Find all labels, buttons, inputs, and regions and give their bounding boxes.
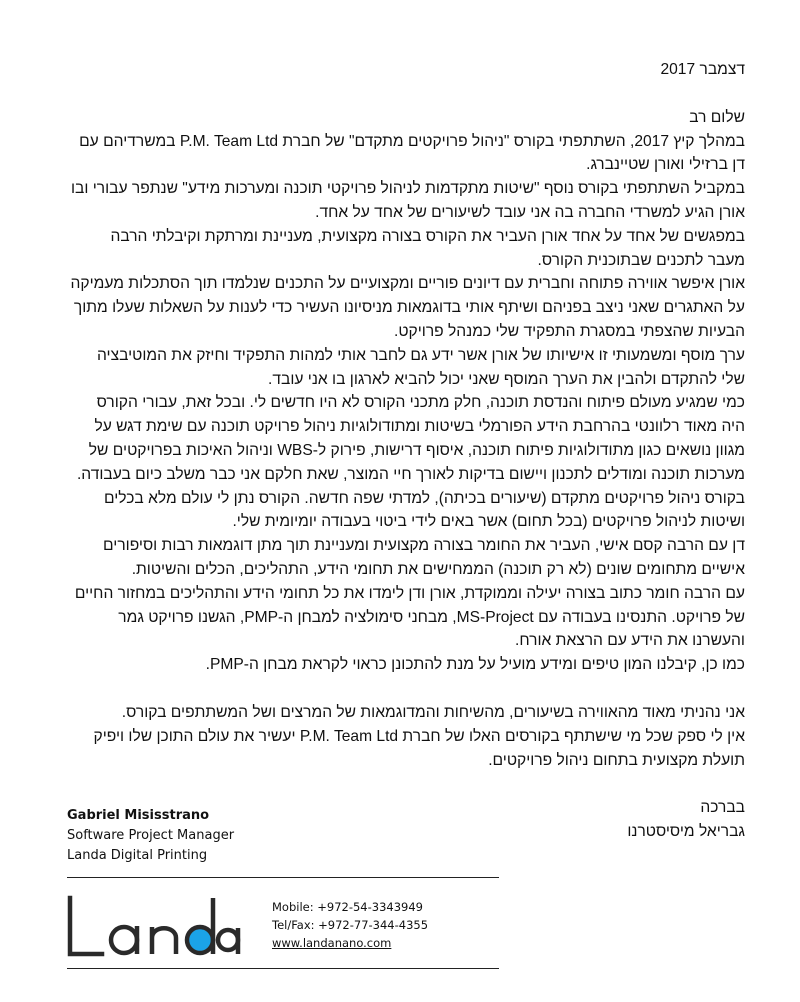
signer-name-hebrew: גבריאל מיסיסטרנו	[627, 823, 745, 841]
closing-paragraph: אני נהניתי מאוד מהאווירה בשיעורים, מהשיחות והמדוגמאות של המרצים ושל המשתתפים בקורס.	[121, 703, 745, 721]
spacer	[70, 677, 745, 701]
contact-telfax: Tel/Fax: +972-77-344-4355	[272, 918, 429, 932]
divider-top	[67, 877, 499, 878]
paragraph: דן עם הרבה קסם אישי, העביר את החומר בצורה מקצועית ומעניינת תוך מתן דוגמאות רבות וסיפורים אישיים מתחומים שונים (לא רק תוכנה) הממחישים את תחומי הידע, התהליכים, הכלים והשיטות.	[103, 537, 745, 578]
landa-logo	[64, 892, 244, 962]
paragraph: אורן איפשר אווירה פתוחה וחברית עם דיונים פוריים ומקצועיים על התכנים שנלמדו תוך הסתכלות מעמיקה על האתגרים שאני ניצב בפניהם ושיתף אותי בדוגמאות מניסיונו העשיר כדי לענות על השאלות שעלו מתוך הבעיות שהצפתי במסגרת התפקיד שלי כמנהל פרויקט.	[70, 275, 745, 340]
paragraph: ערך מוסף ומשמעותי זו אישיותו של אורן אשר ידע גם לחבר אותי למהות התפקיד וחיזק את המוטיבציה שלי להתקדם ולהבין את הערך המוסף שאני יכול להביא לארגון בו אני עובד.	[96, 346, 745, 388]
regards: בברכה	[700, 799, 745, 817]
paragraph: בקורס ניהול פרויקטים מתקדם (שיעורים בכיתה), למדתי שפה חדשה. הקורס נתן לי עולם מלא בכלים ושיטות לניהול פרויקטים (בכל תחום) אשר באים לידי ביטוי בעבודה יומיומית שלי.	[103, 489, 745, 531]
signature-name: Gabriel Misisstrano	[67, 808, 210, 823]
greeting: שלום רב	[689, 108, 745, 126]
divider-bottom	[67, 968, 499, 969]
contact-mobile: Mobile: +972-54-3343949	[272, 900, 423, 914]
paragraph: במהלך קיץ 2017, השתתפתי בקורס "ניהול פרויקטים מתקדם" של חברת P.M. Team Ltd במשרדיהם עם דן ברזילי ואורן שטיינברג.	[79, 132, 745, 174]
signature-company: Landa Digital Printing	[67, 848, 208, 863]
letter-body	[70, 58, 745, 844]
closing-paragraph: אין לי ספק שכל מי שישתתף בקורסים האלו של חברת P.M. Team Ltd יעשיר את עולם התוכן שלו ויפיק תועלת מקצועית בתחום ניהול פרויקטים.	[93, 727, 745, 769]
website-link[interactable]: www.landanano.com	[272, 936, 392, 950]
paragraph: כמי שמגיע מעולם פיתוח והנדסת תוכנה, חלק מתכני הקורס לא היו חדשים לי. ובכל זאת, עבורי הקורס היה מאוד רלוונטי בהרחבת הידע הפורמלי בשיטות ומתודולוגיות ניהול פרויקט תוכנה עם שימת דגש על מגוון נושאים כגון מתודולוגיות פיתוח תוכנה, איסוף דרישות, פירוק ל-WBS וניהול האיכות בפרויקטים של מערכות תוכנה ומודלים לתכנון ויישום בדיקות לאורך חיי המוצר, שאת חלקם אני כבר משלב כיום בעבודה.	[76, 394, 745, 483]
paragraph: במקביל השתתפתי בקורס נוסף "שיטות מתקדמות לניהול פרויקטי תוכנה ומערכות מידע" שנתפר עבורי ובו אורן הגיע למשרדי החברה בה אני עובד לשיעורים של אחד על אחד.	[70, 180, 745, 221]
letter-date: דצמבר 2017	[660, 61, 745, 78]
signature-block	[67, 806, 507, 866]
signature-title: Software Project Manager	[67, 828, 235, 843]
paragraph: במפגשים של אחד על אחד אורן העביר את הקורס בצורה מקצועית, מעניינת ומרתקת וקיבלתי הרבה מעבר לתכנים שבתוכנית הקורס.	[110, 227, 745, 269]
contact-info	[272, 898, 428, 952]
paragraph: כמו כן, קיבלנו המון טיפים ומידע מועיל על מנת להתכונן כראוי לקראת מבחן ה-PMP.	[205, 656, 745, 674]
spacer	[70, 772, 745, 796]
paragraph: עם הרבה חומר כתוב בצורה יעילה וממוקדת, אורן ודן לימדו את כל תחומי הידע והתהליכים במחזור החיים של פרויקט. התנסינו בעבודה עם MS-Project, מבחני סימולציה למבחן ה-PMP, הגשנו פרויקט גמר והעשרנו את הידע עם הרצאת אורח.	[74, 584, 745, 650]
